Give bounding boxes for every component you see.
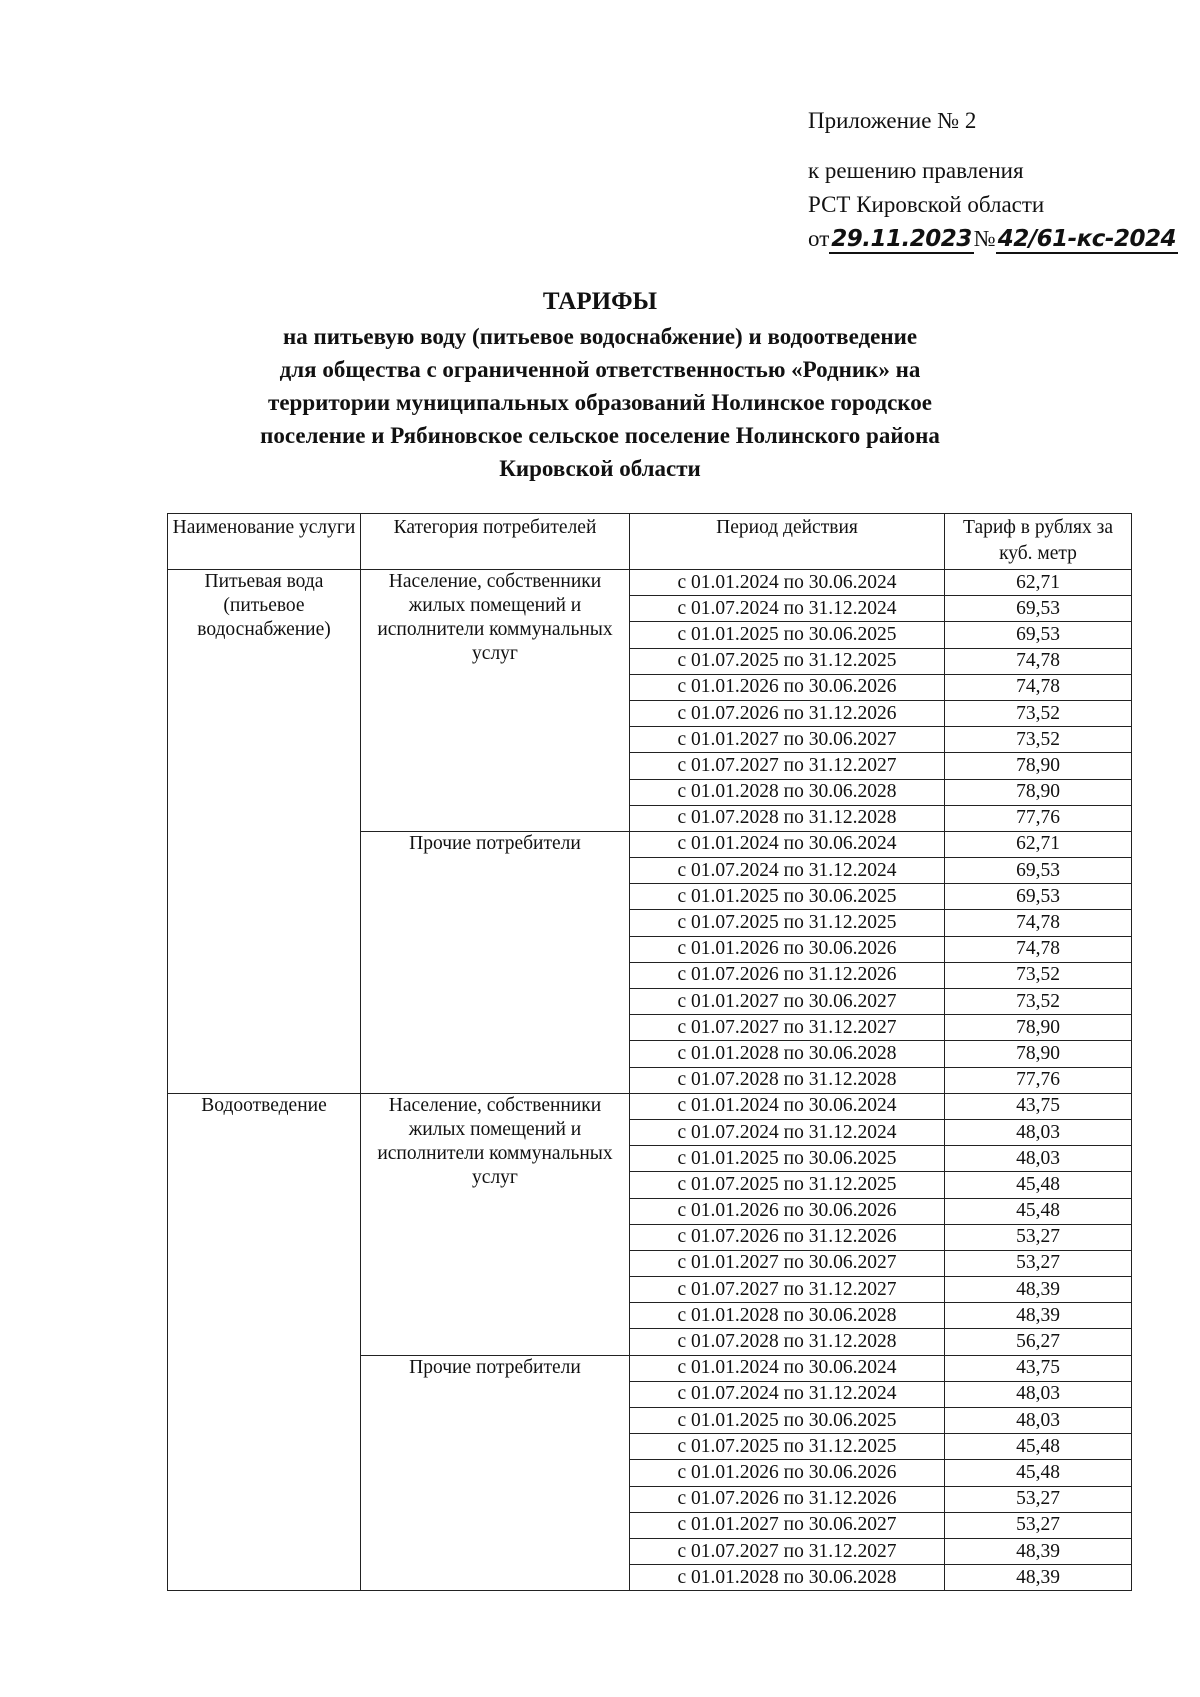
consumer-category-cell: Население, собственники жилых помещений и исполнители коммунальных услуг <box>361 570 630 832</box>
tariff-cell: 69,53 <box>945 858 1132 884</box>
period-cell: с 01.07.2025 по 31.12.2025 <box>630 648 945 674</box>
tariff-table <box>167 513 1132 1591</box>
consumer-category-cell: Прочие потребители <box>361 1355 630 1591</box>
period-cell: с 01.07.2025 по 31.12.2025 <box>630 1434 945 1460</box>
header-service: Наименование услуги <box>168 514 361 570</box>
tariff-cell: 78,90 <box>945 753 1132 779</box>
table-row <box>168 570 1132 596</box>
tariff-cell: 48,03 <box>945 1119 1132 1145</box>
period-cell: с 01.07.2027 по 31.12.2027 <box>630 1277 945 1303</box>
tariff-cell: 53,27 <box>945 1512 1132 1538</box>
period-cell: с 01.07.2025 по 31.12.2025 <box>630 1172 945 1198</box>
header-category: Категория потребителей <box>361 514 630 570</box>
title-line-5: Кировской области <box>499 456 701 481</box>
period-cell: с 01.07.2024 по 31.12.2024 <box>630 1381 945 1407</box>
title-line-3: территории муниципальных образований Нолинское городское <box>268 390 932 415</box>
tariff-cell: 45,48 <box>945 1460 1132 1486</box>
period-cell: с 01.07.2026 по 31.12.2026 <box>630 962 945 988</box>
tariff-cell: 78,90 <box>945 779 1132 805</box>
decision-date-line <box>808 222 1178 256</box>
tariff-cell: 73,52 <box>945 700 1132 726</box>
period-cell: с 01.07.2027 по 31.12.2027 <box>630 1015 945 1041</box>
tariff-cell: 45,48 <box>945 1434 1132 1460</box>
period-cell: с 01.07.2027 по 31.12.2027 <box>630 1538 945 1564</box>
period-cell: с 01.01.2024 по 30.06.2024 <box>630 570 945 596</box>
tariff-cell: 74,78 <box>945 674 1132 700</box>
period-cell: с 01.01.2027 по 30.06.2027 <box>630 727 945 753</box>
appendix-block <box>808 104 1178 256</box>
consumer-category-cell: Прочие потребители <box>361 831 630 1093</box>
appendix-label: Приложение № 2 <box>808 108 977 133</box>
tariff-cell: 53,27 <box>945 1224 1132 1250</box>
tariff-cell: 74,78 <box>945 648 1132 674</box>
tariff-cell: 77,76 <box>945 805 1132 831</box>
period-cell: с 01.01.2026 по 30.06.2026 <box>630 1198 945 1224</box>
title-line-4: поселение и Рябиновское сельское поселение Нолинского района <box>260 423 940 448</box>
period-cell: с 01.07.2024 по 31.12.2024 <box>630 858 945 884</box>
tariff-cell: 73,52 <box>945 727 1132 753</box>
tariff-cell: 45,48 <box>945 1172 1132 1198</box>
tariff-cell: 48,03 <box>945 1408 1132 1434</box>
period-cell: с 01.07.2026 по 31.12.2026 <box>630 1224 945 1250</box>
handwritten-number: 42/61-кс-2024 <box>997 226 1176 252</box>
tariff-cell: 69,53 <box>945 884 1132 910</box>
tariff-cell: 74,78 <box>945 936 1132 962</box>
document-title <box>150 285 1050 485</box>
period-cell: с 01.01.2027 по 30.06.2027 <box>630 989 945 1015</box>
consumer-category-cell: Население, собственники жилых помещений и исполнители коммунальных услуг <box>361 1093 630 1355</box>
header-tariff: Тариф в рублях за куб. метр <box>945 514 1132 570</box>
tariff-cell: 62,71 <box>945 831 1132 857</box>
tariff-cell: 48,39 <box>945 1565 1132 1591</box>
period-cell: с 01.07.2025 по 31.12.2025 <box>630 910 945 936</box>
period-cell: с 01.01.2026 по 30.06.2026 <box>630 1460 945 1486</box>
tariff-cell: 69,53 <box>945 596 1132 622</box>
period-cell: с 01.07.2028 по 31.12.2028 <box>630 805 945 831</box>
tariff-cell: 73,52 <box>945 989 1132 1015</box>
period-cell: с 01.01.2026 по 30.06.2026 <box>630 936 945 962</box>
tariff-cell: 78,90 <box>945 1015 1132 1041</box>
title-line-1: на питьевую воду (питьевое водоснабжение) и водоотведение <box>282 324 918 349</box>
period-cell: с 01.01.2024 по 30.06.2024 <box>630 831 945 857</box>
service-name-cell: Водоотведение <box>168 1093 361 1591</box>
tariff-cell: 74,78 <box>945 910 1132 936</box>
period-cell: с 01.01.2025 по 30.06.2025 <box>630 1146 945 1172</box>
period-cell: с 01.07.2028 по 31.12.2028 <box>630 1329 945 1355</box>
period-cell: с 01.01.2024 по 30.06.2024 <box>630 1355 945 1381</box>
tariff-cell: 48,39 <box>945 1303 1132 1329</box>
tariff-cell: 48,03 <box>945 1381 1132 1407</box>
tariff-cell: 53,27 <box>945 1250 1132 1276</box>
tariff-cell: 78,90 <box>945 1041 1132 1067</box>
title-main: ТАРИФЫ <box>542 288 658 315</box>
tariff-cell: 48,03 <box>945 1146 1132 1172</box>
period-cell: с 01.01.2027 по 30.06.2027 <box>630 1512 945 1538</box>
table-row <box>168 1093 1132 1119</box>
period-cell: с 01.07.2024 по 31.12.2024 <box>630 1119 945 1145</box>
period-cell: с 01.01.2025 по 30.06.2025 <box>630 1408 945 1434</box>
period-cell: с 01.01.2028 по 30.06.2028 <box>630 779 945 805</box>
tariff-cell: 45,48 <box>945 1198 1132 1224</box>
tariff-cell: 69,53 <box>945 622 1132 648</box>
handwritten-date: 29.11.2023 <box>831 226 972 252</box>
tariff-cell: 53,27 <box>945 1486 1132 1512</box>
period-cell: с 01.01.2028 по 30.06.2028 <box>630 1565 945 1591</box>
tariff-cell: 48,39 <box>945 1277 1132 1303</box>
tariff-cell: 73,52 <box>945 962 1132 988</box>
period-cell: с 01.07.2028 по 31.12.2028 <box>630 1067 945 1093</box>
table-header-row <box>168 514 1132 570</box>
period-cell: с 01.01.2025 по 30.06.2025 <box>630 884 945 910</box>
number-prefix: № <box>973 226 996 251</box>
tariff-cell: 43,75 <box>945 1093 1132 1119</box>
date-prefix: от <box>808 226 830 251</box>
period-cell: с 01.01.2025 по 30.06.2025 <box>630 622 945 648</box>
period-cell: с 01.07.2026 по 31.12.2026 <box>630 700 945 726</box>
tariff-table-body <box>168 570 1132 1591</box>
period-cell: с 01.07.2024 по 31.12.2024 <box>630 596 945 622</box>
tariff-cell: 77,76 <box>945 1067 1132 1093</box>
period-cell: с 01.01.2024 по 30.06.2024 <box>630 1093 945 1119</box>
title-line-2: для общества с ограниченной ответственностью «Родник» на <box>279 357 921 382</box>
tariff-cell: 62,71 <box>945 570 1132 596</box>
tariff-cell: 48,39 <box>945 1538 1132 1564</box>
period-cell: с 01.07.2027 по 31.12.2027 <box>630 753 945 779</box>
period-cell: с 01.01.2026 по 30.06.2026 <box>630 674 945 700</box>
tariff-cell: 56,27 <box>945 1329 1132 1355</box>
tariff-cell: 43,75 <box>945 1355 1132 1381</box>
period-cell: с 01.07.2026 по 31.12.2026 <box>630 1486 945 1512</box>
header-period: Период действия <box>630 514 945 570</box>
decision-line-2: РСТ Кировской области <box>808 192 1045 217</box>
decision-line-1: к решению правления <box>808 158 1024 183</box>
service-name-cell: Питьевая вода (питьевое водоснабжение) <box>168 570 361 1094</box>
period-cell: с 01.01.2028 по 30.06.2028 <box>630 1041 945 1067</box>
period-cell: с 01.01.2027 по 30.06.2027 <box>630 1250 945 1276</box>
period-cell: с 01.01.2028 по 30.06.2028 <box>630 1303 945 1329</box>
